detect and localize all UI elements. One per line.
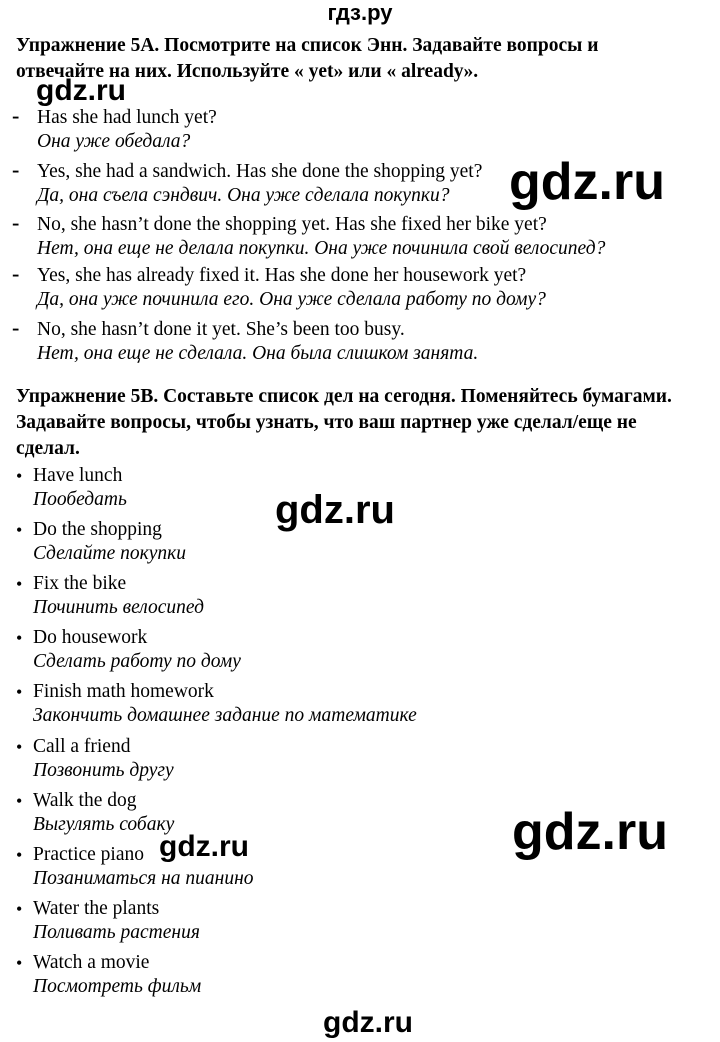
bullet-marker: •	[16, 466, 23, 486]
watermark: gdz.ru	[36, 74, 126, 107]
dialogue-line-en: Yes, she had a sandwich. Has she done the shopping yet?	[37, 161, 483, 182]
todo-item-ru: Выгулять собаку	[33, 814, 175, 835]
dialogue-line-ru: Нет, она еще не сделала. Она была слишком занята.	[37, 343, 479, 364]
watermark: gdz.ru	[512, 803, 668, 861]
todo-item-ru: Пообедать	[33, 489, 127, 510]
watermark: gdz.ru	[323, 1006, 413, 1039]
todo-item-en: Finish math homework	[33, 681, 214, 702]
todo-item-ru: Позвонить другу	[33, 760, 174, 781]
bullet-marker: •	[16, 520, 23, 540]
todo-item-ru: Сделайте покупки	[33, 543, 187, 564]
dash-marker: -	[12, 315, 20, 340]
bullet-marker: •	[16, 737, 23, 757]
dash-marker: -	[12, 103, 20, 128]
bullet-marker: •	[16, 574, 23, 594]
todo-item-ru: Поливать растения	[33, 922, 200, 943]
todo-item-en: Do housework	[33, 627, 148, 648]
todo-item-ru: Посмотреть фильм	[33, 976, 202, 997]
exercise-5b-heading-line1: Упражнение 5B. Составьте список дел на сегодня. Поменяйтесь бумагами.	[16, 386, 672, 407]
todo-item-en: Practice piano	[33, 844, 144, 865]
watermark: gdz.ru	[159, 830, 249, 863]
bullet-marker: •	[16, 791, 23, 811]
dialogue-line-en: Has she had lunch yet?	[37, 107, 217, 128]
bullet-marker: •	[16, 845, 23, 865]
todo-item-en: Watch a movie	[33, 952, 150, 973]
dash-marker: -	[12, 261, 20, 286]
bullet-marker: •	[16, 628, 23, 648]
todo-item-en: Fix the bike	[33, 573, 127, 594]
todo-item-en: Have lunch	[33, 465, 123, 486]
todo-item-en: Call a friend	[33, 736, 131, 757]
dialogue-line-ru: Она уже обедала?	[37, 131, 191, 152]
site-header: гдз.ру	[327, 0, 393, 25]
todo-item-en: Do the shopping	[33, 519, 162, 540]
watermark: gdz.ru	[275, 488, 395, 532]
dialogue-line-ru: Да, она съела сэндвич. Она уже сделала покупки?	[37, 185, 450, 206]
exercise-5a-heading-line2: отвечайте на них. Используйте « yet» или « already».	[16, 61, 479, 82]
exercise-5a-heading-line1: Упражнение 5А. Посмотрите на список Энн. Задавайте вопросы и	[16, 35, 599, 56]
watermark: gdz.ru	[509, 153, 665, 211]
dialogue-line-ru: Да, она уже починила его. Она уже сделала работу по дому?	[37, 289, 546, 310]
todo-item-en: Water the plants	[33, 898, 160, 919]
dialogue-line-en: Yes, she has already fixed it. Has she done her housework yet?	[37, 265, 527, 286]
dash-marker: -	[12, 210, 20, 235]
exercise-5b-heading-line3: сделал.	[16, 438, 80, 459]
bullet-marker: •	[16, 682, 23, 702]
dialogue-line-en: No, she hasn’t done the shopping yet. Has she fixed her bike yet?	[37, 214, 547, 235]
todo-item-en: Walk the dog	[33, 790, 137, 811]
todo-item-ru: Закончить домашнее задание по математике	[33, 705, 417, 726]
dialogue-line-ru: Нет, она еще не делала покупки. Она уже починила свой велосипед?	[37, 238, 606, 259]
bullet-marker: •	[16, 953, 23, 973]
todo-item-ru: Позаниматься на пианино	[33, 868, 254, 889]
bullet-marker: •	[16, 899, 23, 919]
dash-marker: -	[12, 157, 20, 182]
dialogue-line-en: No, she hasn’t done it yet. She’s been too busy.	[37, 319, 405, 340]
exercise-5b-heading-line2: Задавайте вопросы, чтобы узнать, что ваш партнер уже сделал/еще не	[16, 412, 637, 433]
todo-item-ru: Починить велосипед	[33, 597, 204, 618]
todo-item-ru: Сделать работу по дому	[33, 651, 241, 672]
